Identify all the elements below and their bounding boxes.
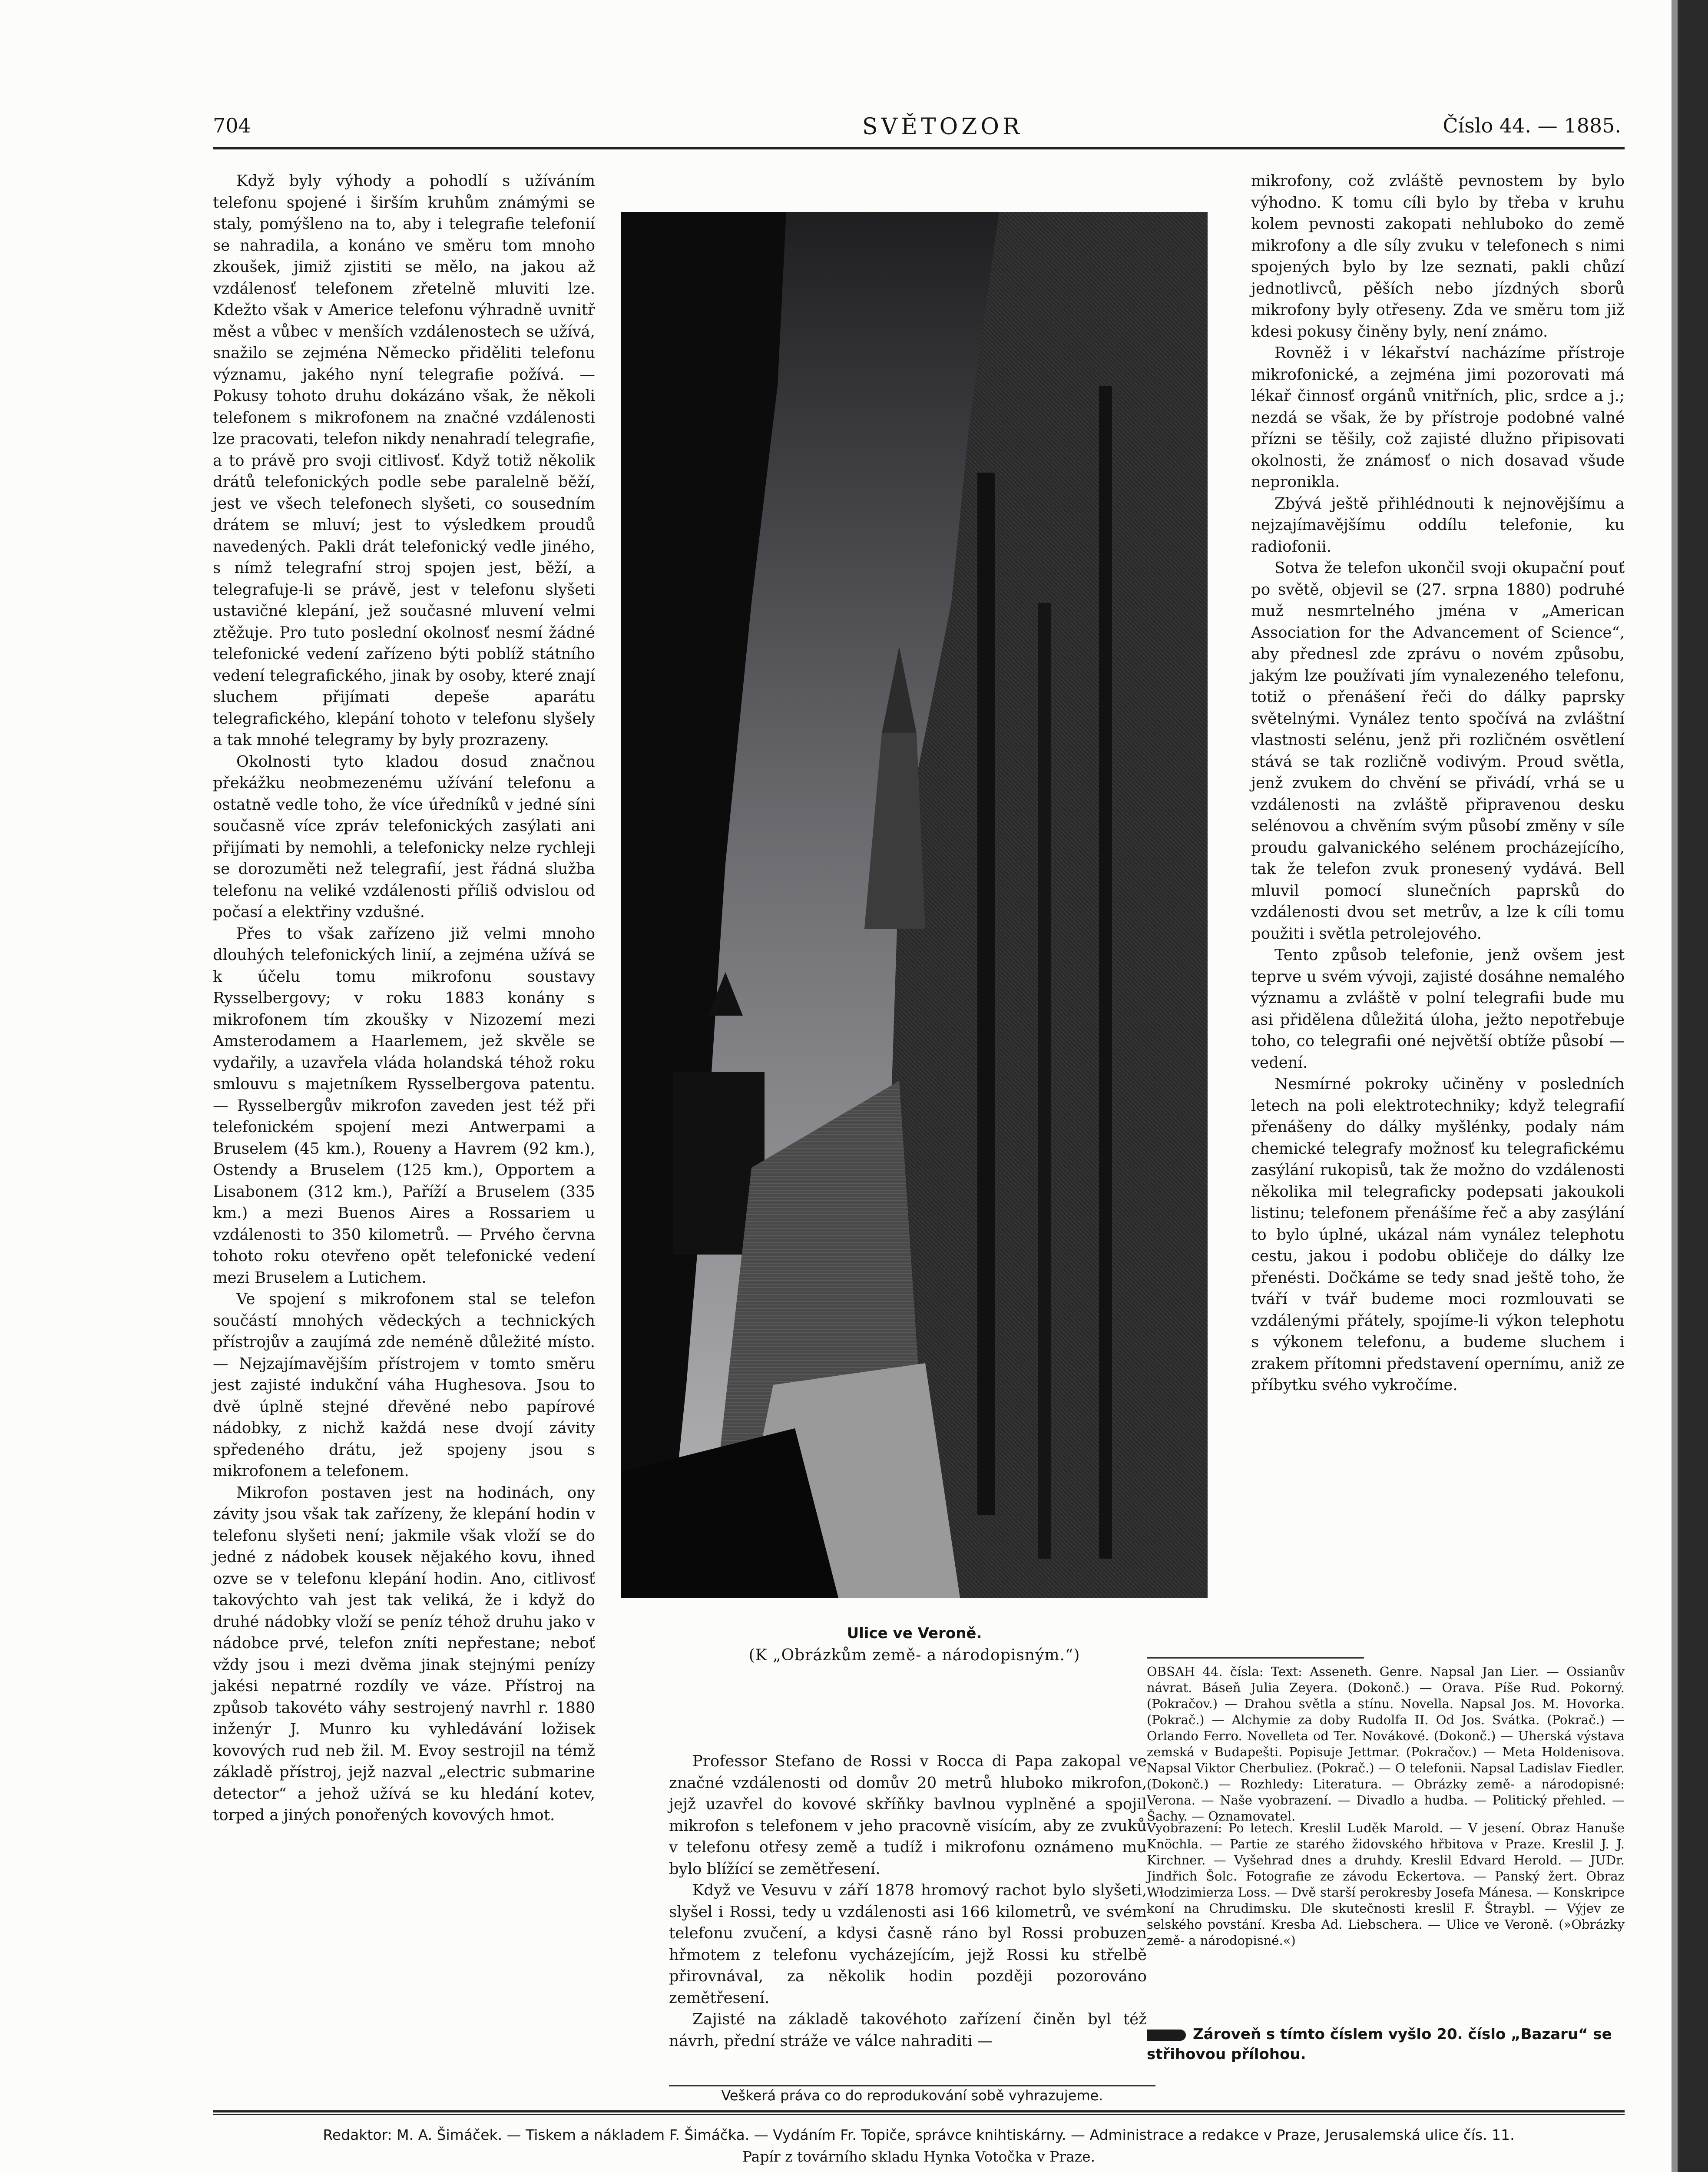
contents-rule	[1147, 1657, 1364, 1659]
issue-contents: OBSAH 44. čísla: Text: Asseneth. Genre. Napsal Jan Lier. — Ossianův návrat. Báseň Julia Zeyera. (Dokonč.) — Orava. Píše Rud. Pokorný. (Pokračov.) — Drahou světla a stínu. Novella. Napsal Jos. M. Hovorka. (Pokrač.) — Alchymie za doby Rudolfa II. Od Jos. Svátka. (Pokrač.) — Orlando Ferro. Novelleta od Ter. Novákové. (Dokonč.) — Uherská výstava zemská v Budapešti. Popisuje Jettmar. (Pokračov.) — Meta Holdenisova. Napsal Viktor Cherbuliez. (Pokrač.) — O telefonii. Napsal Ladislav Fiedler. (Dokonč.) — Rozhledy: Literatura. — Obrázky země- a národopisné: Verona. — Naše vyobrazení. — Divadlo a hudba. — Politický přehled. — Šachy. — Oznamovatel.	[1147, 1664, 1625, 1824]
paragraph: Když ve Vesuvu v září 1878 hromový rachot bylo slyšeti, slyšel i Rossi, tedy u vzdálenosti asi 166 kilometrů, ve svém telefonu zvučení, a kdysi časně ráno byl Rossi probuzen hřmotem z telefonu vycházejícím, jejž Rossi ku střelbě přirovnával, za několik hodin později pozorováno zemětřesení.	[669, 1881, 1147, 2007]
page-number: 704	[213, 114, 251, 137]
bazar-notice-text: Zároveň s tímto číslem vyšlo 20. číslo „Bazaru“ se střihovou přílohou.	[1147, 2026, 1612, 2063]
paragraph: Tento způsob telefonie, jenž ovšem jest teprve u svém vývoji, zajisté dosáhne nemalého významu a zvláště v polní telegrafii bude mu asi přidělena důležitá úloha, ježto nepotřebuje toho, co telegrafii oné největší obtíže působí — vedení.	[1251, 946, 1625, 1072]
paragraph: Sotva že telefon ukončil svoji okupační pouť po světě, objevil se (27. srpna 1880) podruhé muž nesmrtelného jména v „American Association for the Advancement of Science“, aby přednesl zde zprávu o novém způsobu, jakým lze používati jím vynalezeného telefonu, totiž o přenášení řeči do dálky paprsky světelnými. Vynález tento spočívá na zvláštní vlastnosti selénu, jenž při rozličném osvětlení stává se tak rozličně vodivým. Proud světla, jenž zvukem do chvění se přivádí, vrhá se u vzdálenosti na zvláště připravenou desku selénovou a chvěním svým působí změny v síle proudu galvanického selénem procházejícího, tak že telefon zvuk pronesený vydává. Bell mluvil pomocí slunečních paprsků do vzdálenosti dvou set metrův, a lze k cíli tomu použiti i světla petrolejového.	[1251, 559, 1625, 943]
illustrations-list: Vyobrazení: Po letech. Kreslil Luděk Marold. — V jesení. Obraz Hanuše Knöchla. — Partie ze starého židovského hřbitova v Praze. Kreslil J. J. Kirchner. — Vyšehrad dnes a druhdy. Kreslil Edvard Herold. — JUDr. Jindřich Šolc. Fotografie ze závodu Eckertova. — Panský žert. Obraz Włodzimierza Loss. — Dvě starší perokresby Josefa Mánesa. — Konskripce koní na Chrudimsku. Dle skutečnosti kreslil F. Štraybl. — Výjev ze selského povstání. Kresba Ad. Liebschera. — Ulice ve Veroně. (»Obrázky země- a národopisné.«)	[1147, 1821, 1625, 1948]
page-edge-dark	[1678, 0, 1708, 2172]
header-rule	[213, 147, 1625, 149]
right-column	[1251, 170, 1625, 1665]
footer-rule-thin	[213, 2114, 1625, 2115]
paragraph: Ve spojení s mikrofonem stal se telefon součástí mnohých vědeckých a technických přístrojův a zaujímá zde neméně důležité místo. — Nejzajímavějším přístrojem v tomto směru jest zajisté indukční váha Hughesova. Jsou to dvě úplně stejné dřevěné nebo papírové nádobky, z nichž každá nese dvojí závity spředeného drátu, jež spojeny jsou s mikrofonem a telefonem.	[213, 1290, 595, 1480]
paragraph: Když byly výhody a pohodlí s užíváním telefonu spojené i širším kruhům známými se staly, pomýšleno na to, aby i telegrafie telefonií se nahradila, a konáno ve směru tom mnoho zkoušek, jimiž zjistiti se mělo, na jakou až vzdálenosť telefonem zřetelně mluviti lze. Kdežto však v Americe telefonu výhradně uvnitř měst a vůbec v menších vzdálenostech se užívá, snažilo se zejména Německo přiděliti telefonu významu, jakého nyní telegrafie požívá. — Pokusy tohoto druhu dokázáno však, že několi telefonem s mikrofonem na značné vzdálenosti lze pracovati, telefon nikdy nenahradí telegrafie, a to právě pro svoji citlivosť. Když totiž několik drátů telefonických podle sebe paralelně běží, jest ve všech telefonech slyšeti, co sousedním drátem se mluví; jest to výsledkem proudů navedených. Pakli drát telefonický vedle jiného, s nímž telegrafní stroj spojen jest, běží, a telegrafuje-li se právě, jest v telefonu slyšeti ustavičné klepání, jež současné mluvení velmi ztěžuje. Pro tuto poslední okolnosť nesmí žádné telefonické vedení zařízeno býti poblíž státního vedení telegrafického, jinak by osoby, které znají sluchem přijímati depeše aparátu telegrafického, klepání tohoto v telefonu slyšely a tak mnohé telegramy by byly prozrazeny.	[213, 172, 595, 749]
paragraph: Rovněž i v lékařství nacházíme přístroje mikrofonické, a zejména jimi pozorovati má lékař činnosť orgánů vnitřních, plic, srdce a j.; nezdá se však, že by přístroje podobné valné přízni se těšily, což zajisté dlužno připisovati okolnosti, že známosť o nich dosavad všude nepronikla.	[1251, 344, 1625, 491]
paragraph: Mikrofon postaven jest na hodinách, ony závity jsou však tak zařízeny, že klepání hodin v telefonu slyšeti není; jakmile však vloží se do jedné z nádobek kousek nějakého kovu, ihned ozve se v telefonu klepání hodin. Ano, citlivosť takovýchto vah jest tak veliká, že i když do druhé nádobky vloží se peníz téhož druhu jako v nádobce prvé, telefon zníti nepřestane; neboť vždy jsou i mezi dvěma jinak stejnými penízy jakési nepatrné rozdíly ve váze. Přístroj na způsob takovéto váhy sestrojený navrhl r. 1880 inženýr J. Munro ku vyhledávání ložisek kovových rud neb žil. M. Evoy sestrojil na témž základě přístroj, jejž nazval „electric submarine detector“ a jehož užívá se ku hledání kotev, torped a jiných ponořených kovových hmot.	[213, 1483, 595, 1824]
figure-caption-source: (K „Obrázkům země- a národopisným.“)	[748, 1646, 1080, 1664]
magazine-title: SVĚTOZOR	[862, 114, 1023, 140]
rights-rule	[669, 2085, 1155, 2086]
paragraph: Zbývá ještě přihlédnouti k nejnovějšímu a nejzajímavějšímu oddílu telefonie, ku radiofonii.	[1251, 494, 1625, 556]
footer-rule	[213, 2110, 1625, 2112]
paragraph: mikrofony, což zvláště pevnostem by bylo výhodno. K tomu cíli bylo by třeba v kruhu kolem pevnosti zakopati nehluboko do země mikrofony a dle síly zvuku v telefonech s nimi spojených bylo by lze seznati, pakli chůzí jednotlivců, pěších nebo jízdných sborů mikrofony byly otřeseny. Zda ve směru tom již kdesi pokusy činěny byly, není známo.	[1251, 172, 1625, 341]
imprint: Redaktor: M. A. Šimáček. — Tiskem a nákladem F. Šimáčka. — Vydáním Fr. Topiče, správce knihtiskárny. — Administrace a redakce v Praze, Jerusalemská ulice čís. 11.	[323, 2126, 1515, 2143]
middle-column	[669, 1751, 1147, 2081]
pointing-hand-icon	[1147, 2030, 1186, 2041]
paper-supplier: Papír z továrního skladu Hynka Votočka v Praze.	[742, 2148, 1096, 2165]
paragraph: Nesmírné pokroky učiněny v posledních letech na poli elektrotechniky; když telegrafií přenášeny do dálky myšlénky, podaly nám chemické telegrafy možnosť ku telegrafickému zasýlání rukopisů, tak že možno do vzdálenosti několika mil telegraficky podepsati jakoukoli listinu; telefonem přenášíme řeč a aby zasýlání to bylo úplné, ukázal nám vynález telephotu cestu, jakou i podobu obličeje do dálky lze přenésti. Dočkáme se tedy snad ještě toho, že tváří v tvář budeme moci rozmlouvati se vzdálenými přátely, spojíme-li výkon telephotu s výkonem telefonu, a budeme sluchem i zrakem přítomni představení opernímu, aniž ze příbytku svého vykročíme.	[1251, 1075, 1625, 1394]
left-column	[213, 170, 595, 2082]
rights-notice: Veškerá práva co do reprodukování sobě vyhrazujeme.	[721, 2087, 1103, 2104]
engraving-verona-street	[621, 212, 1208, 1598]
issue-number: Číslo 44. — 1885.	[1443, 114, 1621, 137]
paragraph: Zajisté na základě takovéhoto zařízení činěn byl též návrh, přední stráže ve válce nahraditi —	[669, 2010, 1147, 2050]
engraving-illustration	[621, 212, 1208, 1598]
figure-caption-title: Ulice ve Veroně.	[847, 1625, 982, 1642]
paragraph: Okolnosti tyto kladou dosud značnou překážku neobmezenému užívání telefonu a ostatně vedle toho, že více úředníků v jedné síni současně více zpráv telefonických zasýlati ani přijímati by nemohli, a telefonicky nelze rychleji se dorozuměti než telegrafií, jest řádná služba telefonu na veliké vzdálenosti příliš odvislou od počasí a elektřiny vzdušné.	[213, 752, 595, 921]
page-edge-shadow	[1672, 0, 1678, 2172]
paragraph: Professor Stefano de Rossi v Rocca di Papa zakopal ve značné vzdálenosti od domův 20 metrů hluboko mikrofon, jejž uzavřel do kovové skříňky bavlnou vyplněné a spojil mikrofon s telefonem v jeho pracovně visícím, aby ze zvuků v telefonu otřesy země a tudíž i mikrofonu oznámeno mu bylo blížící se zemětřesení.	[669, 1752, 1147, 1878]
bazar-notice	[1147, 2024, 1625, 2064]
paragraph: Přes to však zařízeno již velmi mnoho dlouhých telefonických linií, a zejména užívá se k účelu tomu mikrofonu soustavy Rysselbergovy; v roku 1883 konány s mikrofonem tím zkoušky v Nizozemí mezi Amsterodamem a Haarlemem, jež skvěle se vydařily, a uzavřela vláda holandská téhož roku smlouvu s majetníkem Rysselbergova patentu. — Rysselbergův mikrofon zaveden jest též při telefonickém spojení mezi Antwerpami a Bruselem (45 km.), Roueny a Havrem (92 km.), Ostendy a Bruselem (125 km.), Opportem a Lisabonem (312 km.), Paříží a Bruselem (335 km.) a mezi Buenos Aires a Rossariem u vzdálenosti to 350 kilometrů. — Prvého června tohoto roku otevřeno opět telefonické vedení mezi Bruselem a Lutichem.	[213, 924, 595, 1287]
